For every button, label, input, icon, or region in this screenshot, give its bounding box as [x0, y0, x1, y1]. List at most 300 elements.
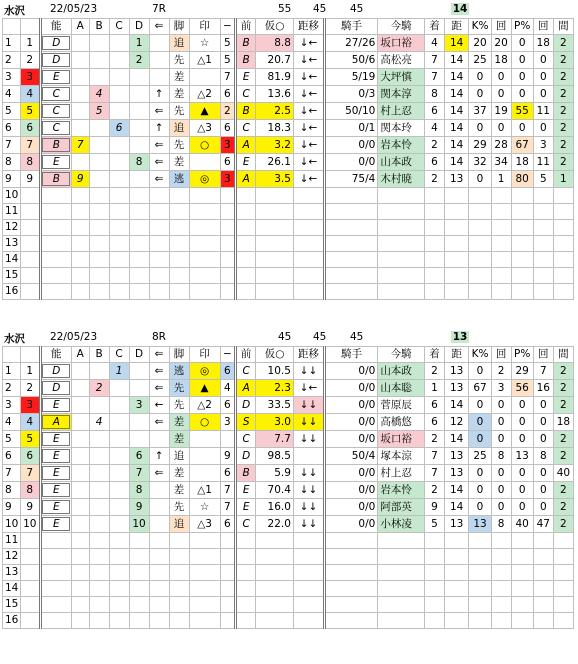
arrow-cell: ⇐: [149, 363, 169, 380]
post-number: 1: [20, 35, 40, 52]
empty-cell: [89, 220, 109, 236]
empty-cell: [169, 581, 189, 597]
count-cell: 0: [491, 499, 511, 516]
empty-cell: [149, 581, 169, 597]
jockey-cell: 塚本涼: [378, 448, 425, 465]
empty-cell: [533, 533, 553, 549]
post-number: 9: [20, 499, 40, 516]
ability-box: E: [42, 432, 70, 446]
dash-cell: 7: [220, 69, 236, 86]
empty-cell: [71, 284, 89, 300]
arrow-cell: [149, 69, 169, 86]
ability-box: E: [42, 466, 70, 480]
empty-cell: [236, 188, 256, 204]
distance-move-cell: ↓←: [293, 120, 324, 137]
empty-cell: [169, 597, 189, 613]
row-number: 13: [3, 236, 21, 252]
empty-cell: [469, 533, 491, 549]
empty-cell: [109, 236, 129, 252]
count-cell: 0: [491, 482, 511, 499]
arrow-cell: [149, 431, 169, 448]
distance-move-cell: ↓↓: [293, 414, 324, 431]
jockey-cell: 木村暁: [378, 171, 425, 188]
empty-cell: [553, 188, 573, 204]
empty-cell: [129, 565, 149, 581]
ability-box: A: [42, 415, 70, 429]
odds-cell: 81.9: [256, 69, 294, 86]
record-cell: 0/0: [325, 516, 378, 533]
mark-cell: [189, 154, 220, 171]
header-cell: 距: [444, 347, 468, 363]
empty-cell: [553, 284, 573, 300]
odds-cell: 16.0: [256, 499, 294, 516]
ability-cell: [40, 154, 71, 171]
empty-cell: [293, 236, 324, 252]
position-cell: A: [236, 380, 256, 397]
rank-d-cell: [129, 363, 149, 380]
empty-cell: [109, 565, 129, 581]
header-cell: A: [71, 347, 89, 363]
rank-c-cell: [109, 171, 129, 188]
table-row: [3, 86, 574, 103]
empty-cell: [293, 565, 324, 581]
top-num-3: 45: [350, 3, 364, 15]
empty-cell: [491, 613, 511, 629]
row-number: 11: [3, 533, 21, 549]
distance-cell: 13: [444, 465, 468, 482]
leg-style-cell: 差: [169, 465, 189, 482]
k-percent-cell: 0: [469, 69, 491, 86]
header-cell: 着: [424, 347, 444, 363]
empty-cell: [169, 236, 189, 252]
empty-cell: [169, 204, 189, 220]
empty-cell: [378, 597, 425, 613]
empty-cell: [424, 268, 444, 284]
empty-cell: [89, 188, 109, 204]
rank-c-cell: [109, 431, 129, 448]
distance-cell: 14: [444, 86, 468, 103]
jockey-cell: 高橋悠: [378, 414, 425, 431]
empty-cell: [149, 565, 169, 581]
jockey-cell: 山本聡: [378, 380, 425, 397]
empty-row: [3, 236, 574, 252]
finish-cell: 7: [424, 465, 444, 482]
empty-cell: [491, 549, 511, 565]
empty-cell: [149, 188, 169, 204]
empty-cell: [469, 613, 491, 629]
ability-box: B: [42, 138, 70, 152]
ability-box: E: [42, 155, 70, 169]
distance-move-cell: ↓↓: [293, 516, 324, 533]
k-percent-cell: 25: [469, 448, 491, 465]
top-num-2: 45: [313, 3, 327, 15]
dash-cell: 9: [220, 448, 236, 465]
jockey-cell: 坂口裕: [378, 431, 425, 448]
p-percent-cell: 56: [511, 380, 533, 397]
header-cell: 着: [424, 19, 444, 35]
empty-cell: [20, 236, 40, 252]
empty-cell: [236, 613, 256, 629]
post-number: 7: [20, 137, 40, 154]
interval-cell: 40: [553, 465, 573, 482]
position-cell: S: [236, 414, 256, 431]
count-cell: 3: [491, 380, 511, 397]
empty-cell: [424, 252, 444, 268]
ability-cell: [40, 380, 71, 397]
empty-cell: [378, 284, 425, 300]
rank-d-cell: [129, 69, 149, 86]
rank-a-cell: [71, 448, 89, 465]
empty-cell: [189, 533, 220, 549]
ability-box: D: [42, 53, 70, 67]
empty-cell: [424, 613, 444, 629]
jockey-cell: 菅原辰: [378, 397, 425, 414]
rank-a-cell: [71, 499, 89, 516]
odds-cell: 20.7: [256, 52, 294, 69]
count2-cell: 47: [533, 516, 553, 533]
rank-b-cell: [89, 52, 109, 69]
leg-style-cell: 追: [169, 35, 189, 52]
count-cell: 0: [491, 120, 511, 137]
empty-row: [3, 204, 574, 220]
empty-cell: [444, 549, 468, 565]
distance-cell: 14: [444, 397, 468, 414]
header-cell: B: [89, 347, 109, 363]
empty-cell: [378, 268, 425, 284]
empty-cell: [40, 549, 71, 565]
rank-a-cell: 9: [71, 171, 89, 188]
empty-cell: [325, 533, 378, 549]
empty-cell: [444, 220, 468, 236]
ability-cell: [40, 482, 71, 499]
rank-b-cell: [89, 69, 109, 86]
row-number: 15: [3, 597, 21, 613]
k-percent-cell: 0: [469, 120, 491, 137]
empty-cell: [325, 204, 378, 220]
empty-cell: [189, 613, 220, 629]
rank-d-cell: 8: [129, 154, 149, 171]
finish-cell: 9: [424, 499, 444, 516]
empty-cell: [189, 204, 220, 220]
ability-cell: [40, 431, 71, 448]
empty-cell: [511, 613, 533, 629]
header-cell: 間: [553, 347, 573, 363]
dash-cell: [220, 431, 236, 448]
row-number: 8: [3, 154, 21, 171]
position-cell: E: [236, 482, 256, 499]
empty-cell: [491, 236, 511, 252]
empty-cell: [325, 220, 378, 236]
empty-cell: [491, 188, 511, 204]
empty-cell: [20, 268, 40, 284]
distance-cell: 13: [444, 448, 468, 465]
header-cell: [20, 347, 40, 363]
leg-style-cell: 逃: [169, 363, 189, 380]
empty-cell: [20, 613, 40, 629]
count2-cell: 0: [533, 482, 553, 499]
header-cell: 脚: [169, 347, 189, 363]
finish-cell: 7: [424, 52, 444, 69]
dash-cell: 3: [220, 414, 236, 431]
count2-cell: 0: [533, 86, 553, 103]
ability-box: E: [42, 483, 70, 497]
leg-style-cell: 先: [169, 499, 189, 516]
empty-cell: [469, 204, 491, 220]
distance-move-cell: ↓↓: [293, 465, 324, 482]
race-8-table: [2, 346, 574, 629]
empty-cell: [469, 220, 491, 236]
header-cell: ⇐: [149, 19, 169, 35]
distance-cell: 13: [444, 171, 468, 188]
empty-cell: [553, 268, 573, 284]
empty-cell: [469, 597, 491, 613]
empty-cell: [469, 236, 491, 252]
empty-row: [3, 252, 574, 268]
table-row: [3, 448, 574, 465]
rank-c-cell: [109, 52, 129, 69]
empty-cell: [169, 252, 189, 268]
row-number: 12: [3, 549, 21, 565]
empty-cell: [89, 613, 109, 629]
header-cell: 今騎: [378, 347, 425, 363]
header-cell: 能: [40, 19, 71, 35]
ability-cell: [40, 86, 71, 103]
empty-cell: [129, 581, 149, 597]
post-number: 2: [20, 52, 40, 69]
empty-cell: [378, 613, 425, 629]
k-percent-cell: 25: [469, 52, 491, 69]
empty-cell: [293, 284, 324, 300]
empty-cell: [444, 581, 468, 597]
empty-cell: [109, 533, 129, 549]
rank-d-cell: 8: [129, 482, 149, 499]
empty-cell: [189, 565, 220, 581]
rank-b-cell: [89, 35, 109, 52]
empty-cell: [20, 220, 40, 236]
empty-cell: [491, 533, 511, 549]
empty-cell: [256, 204, 294, 220]
finish-cell: 2: [424, 431, 444, 448]
row-number: 5: [3, 103, 21, 120]
empty-cell: [149, 252, 169, 268]
post-number: 8: [20, 154, 40, 171]
count2-cell: 11: [533, 103, 553, 120]
ability-box: E: [42, 517, 70, 531]
leg-style-cell: 差: [169, 86, 189, 103]
empty-cell: [149, 549, 169, 565]
finish-cell: 2: [424, 171, 444, 188]
interval-cell: 2: [553, 69, 573, 86]
ability-cell: [40, 103, 71, 120]
row-number: 5: [3, 431, 21, 448]
header-cell: 仮○: [256, 347, 294, 363]
position-cell: C: [236, 86, 256, 103]
ability-cell: [40, 35, 71, 52]
empty-cell: [40, 284, 71, 300]
count2-cell: 0: [533, 414, 553, 431]
mark-cell: △2: [189, 86, 220, 103]
dash-cell: 3: [220, 171, 236, 188]
empty-row: [3, 188, 574, 204]
rank-c-cell: [109, 465, 129, 482]
count2-cell: 0: [533, 52, 553, 69]
empty-cell: [236, 252, 256, 268]
arrow-cell: ⇐: [149, 380, 169, 397]
jockey-cell: 山本政: [378, 363, 425, 380]
row-number: 1: [3, 363, 21, 380]
empty-cell: [325, 549, 378, 565]
empty-cell: [71, 549, 89, 565]
count2-cell: 3: [533, 137, 553, 154]
empty-cell: [236, 549, 256, 565]
empty-cell: [293, 188, 324, 204]
mark-cell: [189, 465, 220, 482]
empty-cell: [189, 597, 220, 613]
mark-cell: ○: [189, 137, 220, 154]
empty-cell: [511, 268, 533, 284]
distance-cell: 14: [444, 52, 468, 69]
header-cell: 能: [40, 347, 71, 363]
odds-cell: 33.5: [256, 397, 294, 414]
race-date: 22/05/23: [50, 3, 98, 15]
empty-cell: [378, 252, 425, 268]
empty-cell: [378, 204, 425, 220]
arrow-cell: ⇐: [149, 414, 169, 431]
table-row: [3, 103, 574, 120]
ability-box: C: [42, 87, 70, 101]
mark-cell: △1: [189, 52, 220, 69]
empty-row: [3, 220, 574, 236]
empty-cell: [293, 549, 324, 565]
arrow-cell: ⇐: [149, 137, 169, 154]
rank-d-cell: [129, 86, 149, 103]
empty-cell: [129, 188, 149, 204]
interval-cell: 2: [553, 120, 573, 137]
jockey-cell: 村上忍: [378, 103, 425, 120]
rank-d-cell: 10: [129, 516, 149, 533]
empty-cell: [469, 565, 491, 581]
empty-cell: [511, 252, 533, 268]
race-number: 8R: [152, 331, 166, 343]
count2-cell: 0: [533, 69, 553, 86]
interval-cell: 2: [553, 86, 573, 103]
leg-style-cell: 差: [169, 69, 189, 86]
ability-cell: [40, 52, 71, 69]
race-number: 7R: [152, 3, 166, 15]
jockey-cell: 小林凌: [378, 516, 425, 533]
post-number: 4: [20, 86, 40, 103]
count-cell: 0: [491, 414, 511, 431]
record-cell: 0/3: [325, 86, 378, 103]
count-cell: 19: [491, 103, 511, 120]
empty-cell: [189, 236, 220, 252]
empty-cell: [553, 252, 573, 268]
count-cell: 0: [491, 69, 511, 86]
row-number: 16: [3, 613, 21, 629]
header-cell: D: [129, 347, 149, 363]
post-number: 3: [20, 69, 40, 86]
ability-cell: [40, 414, 71, 431]
count-cell: 8: [491, 516, 511, 533]
empty-cell: [89, 581, 109, 597]
rank-a-cell: 7: [71, 137, 89, 154]
post-number: 5: [20, 431, 40, 448]
row-number: 3: [3, 69, 21, 86]
empty-cell: [424, 188, 444, 204]
header-cell: B: [89, 19, 109, 35]
empty-cell: [40, 533, 71, 549]
rank-d-cell: [129, 414, 149, 431]
odds-cell: 70.4: [256, 482, 294, 499]
empty-cell: [71, 533, 89, 549]
row-number: 12: [3, 220, 21, 236]
post-number: 2: [20, 380, 40, 397]
leg-style-cell: 先: [169, 52, 189, 69]
empty-cell: [511, 204, 533, 220]
row-number: 11: [3, 204, 21, 220]
empty-cell: [553, 236, 573, 252]
arrow-cell: [149, 516, 169, 533]
race-7-block: [2, 2, 576, 300]
table-row: [3, 414, 574, 431]
k-percent-cell: 32: [469, 154, 491, 171]
distance-move-cell: ↓↓: [293, 431, 324, 448]
interval-cell: 2: [553, 154, 573, 171]
p-percent-cell: 0: [511, 482, 533, 499]
finish-cell: 6: [424, 154, 444, 171]
dash-cell: 3: [220, 137, 236, 154]
rank-c-cell: [109, 86, 129, 103]
mark-cell: ◎: [189, 171, 220, 188]
rank-a-cell: [71, 154, 89, 171]
empty-cell: [491, 565, 511, 581]
empty-cell: [71, 613, 89, 629]
count2-cell: 0: [533, 499, 553, 516]
rank-b-cell: [89, 154, 109, 171]
header-cell: 前: [236, 19, 256, 35]
distance-move-cell: ↓↓: [293, 499, 324, 516]
post-number: 9: [20, 171, 40, 188]
finish-cell: 5: [424, 516, 444, 533]
ability-box: D: [42, 364, 70, 378]
empty-cell: [189, 252, 220, 268]
header-cell: 回: [533, 19, 553, 35]
odds-cell: 2.3: [256, 380, 294, 397]
ability-cell: [40, 516, 71, 533]
record-cell: 5/19: [325, 69, 378, 86]
k-percent-cell: 0: [469, 397, 491, 414]
header-cell: P%: [511, 347, 533, 363]
empty-cell: [20, 597, 40, 613]
empty-cell: [220, 188, 236, 204]
table-row: [3, 171, 574, 188]
race-7-table: [2, 18, 574, 300]
empty-cell: [533, 613, 553, 629]
empty-cell: [189, 284, 220, 300]
ability-cell: [40, 171, 71, 188]
empty-cell: [444, 597, 468, 613]
empty-cell: [469, 284, 491, 300]
distance-move-cell: ↓←: [293, 69, 324, 86]
empty-cell: [378, 565, 425, 581]
interval-cell: 2: [553, 482, 573, 499]
row-number: 8: [3, 482, 21, 499]
empty-cell: [149, 220, 169, 236]
row-number: 2: [3, 52, 21, 69]
post-number: 8: [20, 482, 40, 499]
record-cell: 75/4: [325, 171, 378, 188]
leg-style-cell: 差: [169, 154, 189, 171]
